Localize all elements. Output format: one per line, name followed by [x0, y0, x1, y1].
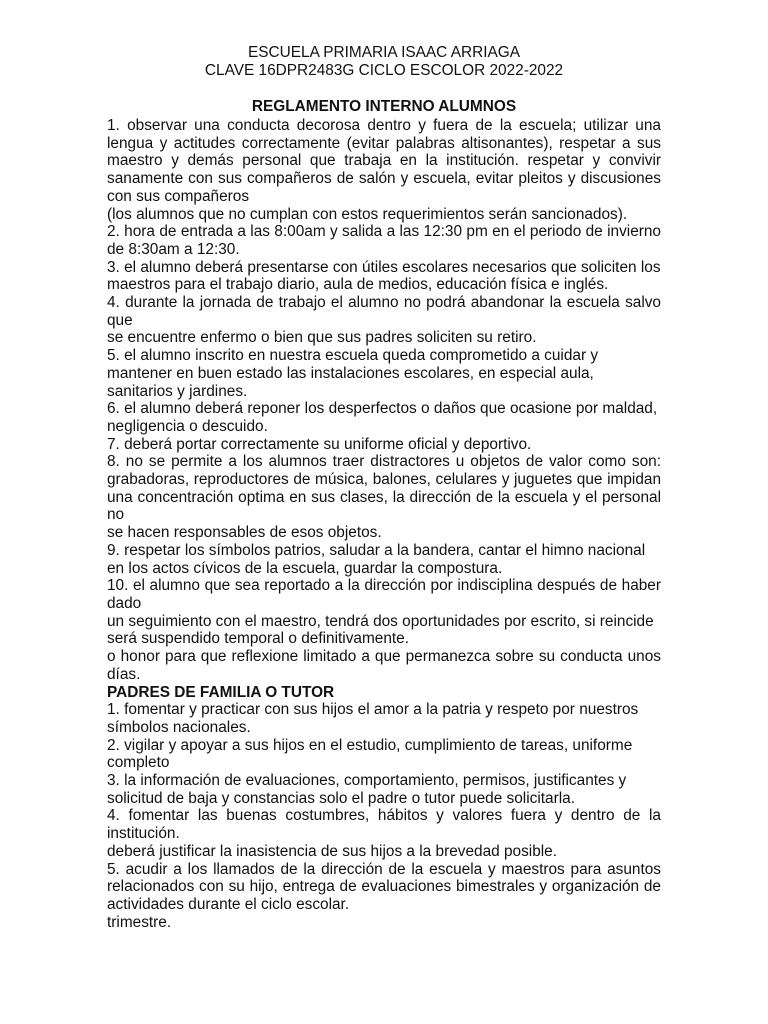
- rule-alumnos-2: 2. hora de entrada a las 8:00am y salida a las 12:30 pm en el periodo de invierno de 8:30am a 12:30.: [107, 223, 661, 258]
- rule-alumnos-10-note: o honor para que reflexione limitado a que permanezca sobre su conducta unos días.: [107, 648, 661, 683]
- rule-padres-4: 4. fomentar las buenas costumbres, hábitos y valores fuera y dentro de la institución.: [107, 807, 661, 843]
- rule-alumnos-7: 7. deberá portar correctamente su uniforme oficial y deportivo.: [107, 435, 532, 453]
- rule-alumnos-4-cont: se encuentre enfermo o bien que sus padres soliciten su retiro.: [107, 329, 537, 347]
- rule-padres-5: 5. acudir a los llamados de la dirección de la escuela y maestros para asuntos relacionados con su hijo, entrega de evaluaciones bimestrales y organización de actividades durante el ciclo escolar.: [107, 860, 661, 913]
- rule-alumnos-10: 10. el alumno que sea reportado a la dirección por indisciplina después de haber dado: [107, 577, 661, 612]
- rule-padres-4-note: deberá justificar la inasistencia de sus hijos a la brevedad posible.: [107, 842, 558, 860]
- rule-padres-3: 3. la información de evaluaciones, comportamiento, permisos, justificantes y solicitud de baja y constancias solo el padre o tutor puede solicitarla.: [107, 772, 627, 807]
- rule-padres-5-cont: trimestre.: [107, 913, 172, 931]
- rule-alumnos-8-cont: se hacen responsables de esos objetos.: [107, 524, 382, 542]
- rule-alumnos-1: 1. observar una conducta decorosa dentro y fuera de la escuela; utilizar una lengua y actitudes correctamente (evitar palabras altisonantes), respetar a sus maestro y demás personal que trabaja en la institución. respetar y convivir sanamente con sus compañeros de salón y escuela, evitar pleitos y discusiones con sus compañeros: [107, 117, 661, 205]
- rule-alumnos-4: 4. durante la jornada de trabajo el alumno no podrá abandonar la escuela salvo que: [107, 294, 661, 329]
- rule-alumnos-10-cont: un seguimiento con el maestro, tendrá dos oportunidades por escrito, si reincide será suspendido temporal o definitivamente.: [107, 612, 654, 648]
- rule-alumnos-6: 6. el alumno deberá reponer los desperfectos o daños que ocasione por maldad, negligencia o descuido.: [107, 400, 658, 435]
- rule-alumnos-5: 5. el alumno inscrito en nuestra escuela queda comprometido a cuidar y mantener en buen estado las instalaciones escolares, en especial aula, sanitarios y jardines.: [107, 347, 599, 400]
- document-header: [0, 44, 768, 80]
- rule-padres-2: 2. vigilar y apoyar a sus hijos en el estudio, cumplimiento de tareas, uniforme completo: [107, 736, 633, 772]
- rule-alumnos-9: 9. respetar los símbolos patrios, saludar a la bandera, cantar el himno nacional en los actos cívicos de la escuela, guardar la compostura.: [107, 541, 646, 577]
- school-name: ESCUELA PRIMARIA ISAAC ARRIAGA: [248, 44, 520, 61]
- section-heading-padres: PADRES DE FAMILIA O TUTOR: [107, 683, 335, 701]
- document-title: REGLAMENTO INTERNO ALUMNOS: [251, 98, 517, 115]
- rule-alumnos-1-note: (los alumnos que no cumplan con estos requerimientos serán sancionados).: [107, 205, 628, 223]
- rule-alumnos-3: 3. el alumno deberá presentarse con útiles escolares necesarios que soliciten los maestros para el trabajo diario, aula de medios, educación física e inglés.: [107, 258, 661, 294]
- rule-padres-1: 1. fomentar y practicar con sus hijos el amor a la patria y respeto por nuestros símbolos nacionales.: [107, 701, 639, 736]
- document-body: [107, 117, 661, 931]
- school-clave: CLAVE 16DPR2483G CICLO ESCOLOR 2022-2022: [204, 62, 564, 79]
- rule-alumnos-8: 8. no se permite a los alumnos traer distractores u objetos de valor como son: grabadoras, reproductores de música, balones, celulares y juguetes que impidan una concentración optima en sus clases, la dirección de la escuela y el personal no: [107, 453, 661, 524]
